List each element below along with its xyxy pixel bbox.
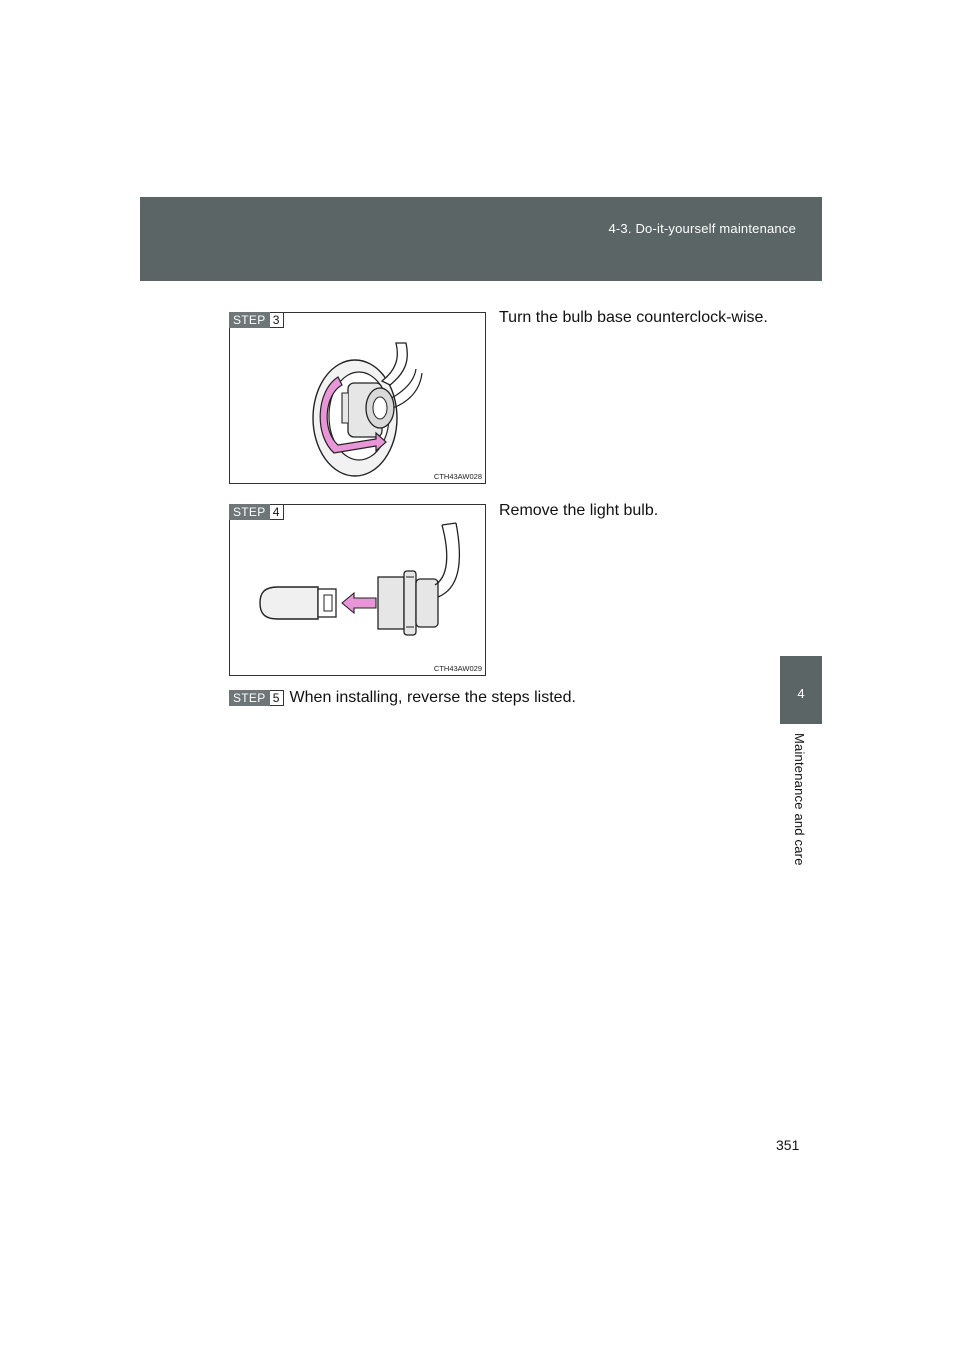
- page-number: 351: [776, 1137, 800, 1153]
- section-title: 4-3. Do-it-yourself maintenance: [608, 221, 796, 236]
- figure-code: CTH43AW028: [433, 472, 482, 481]
- chapter-label: Maintenance and care: [792, 733, 807, 866]
- step-5-text: When installing, reverse the steps listed.: [289, 689, 576, 706]
- step-4-figure: [229, 504, 486, 676]
- bulb-socket-rotate-icon: [230, 313, 485, 483]
- figure-code: CTH43AW029: [433, 664, 482, 673]
- step-word: STEP: [229, 504, 270, 520]
- step-3-figure: [229, 312, 486, 484]
- step-5-badge: [229, 690, 284, 706]
- step-word: STEP: [229, 312, 270, 328]
- step-4-text: Remove the light bulb.: [499, 502, 659, 519]
- step-number: 3: [270, 312, 284, 328]
- step-5: [229, 689, 576, 707]
- step-3-text: Turn the bulb base counterclock-wise.: [499, 309, 768, 326]
- chapter-tab: [780, 656, 822, 724]
- bulb-removal-icon: [230, 505, 485, 675]
- step-word: STEP: [229, 690, 270, 706]
- step-number: 4: [270, 504, 284, 520]
- header-band: [140, 197, 822, 281]
- chapter-number: 4: [797, 686, 805, 701]
- step-number: 5: [270, 690, 284, 706]
